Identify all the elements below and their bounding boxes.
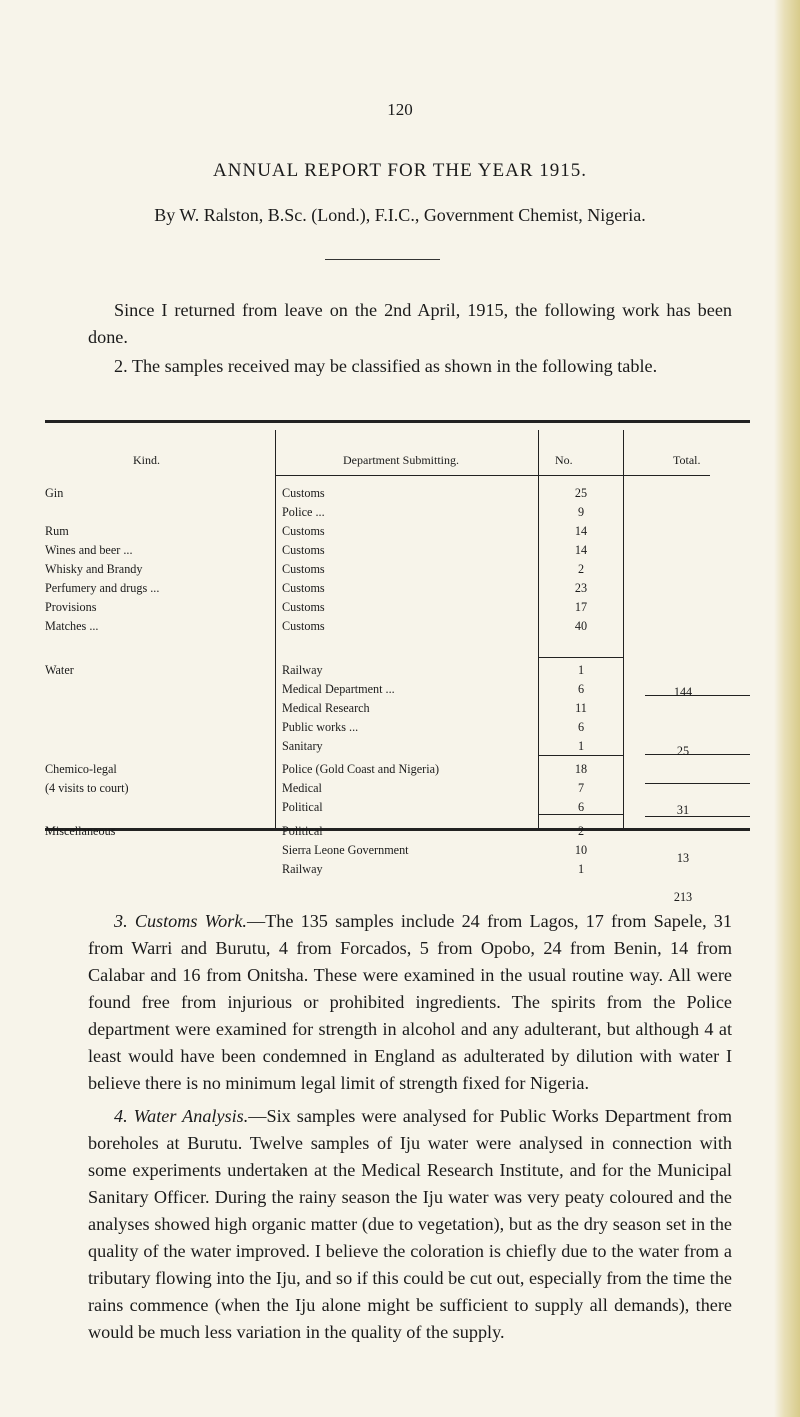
table-cell-department: Sanitary [282,739,323,753]
table-cell-department: Railway [282,862,323,876]
table-cell-number: 2 [577,562,585,576]
table-cell-department: Customs [282,524,325,538]
table-cell-number: 40 [574,619,588,633]
customs-heading: 3. Customs Work. [114,911,247,931]
table-cell-department: Medical [282,781,322,795]
table-cell-number: 14 [574,524,588,538]
header-kind: Kind. [133,453,160,467]
table-cell-kind: Matches ... [45,619,99,633]
col-divider-3 [623,430,624,828]
col-divider-2 [538,430,539,828]
table-cell-number: 25 [574,486,588,500]
table-cell-number: 11 [575,701,587,715]
table-cell-number: 14 [574,543,588,557]
paragraph-water-analysis [88,1103,732,1346]
table-cell-number: 6 [577,682,585,696]
paragraph-2 [88,353,732,380]
total-cell: 31 [676,803,690,817]
table-cell-department: Medical Research [282,701,370,715]
header-no: No. [555,453,573,467]
table-cell-kind: Provisions [45,600,97,614]
paragraph-intro [88,297,732,351]
header-total: Total. [673,453,701,467]
header-department: Department Submitting. [343,453,459,467]
table-top-rule [45,420,750,423]
table-cell-kind: Perfumery and drugs ... [45,581,160,595]
subtotal-rule-2 [538,755,623,756]
title-divider [325,259,440,260]
table-cell-department: Sierra Leone Government [282,843,409,857]
table-cell-department: Public works ... [282,720,359,734]
customs-body: —The 135 samples include 24 from Lagos, 17 from Sapele, 31 from Warri and Burutu, 4 from Forcados, 5 from Opobo, 24 from Benin, 14 from Calabar and 16 from Onitsha. These were examined in the usual routine way. All were found free from injurious or prohibited ingredients. The spirits from the Police department were examined for strength in alcohol and any adulterant, but although 4 at least would have been condemned in England as adulterated by dilution with water I believe there is no minimum legal limit of strength fixed for Nigeria. [88,911,732,1093]
table-cell-kind: Whisky and Brandy [45,562,143,576]
table-cell-kind: Miscellaneous [45,824,116,838]
table-cell-number: 6 [577,800,585,814]
table-cell-department: Medical Department ... [282,682,395,696]
table-bottom-rule [45,828,750,831]
table-cell-department: Customs [282,581,325,595]
total-cell: 144 [673,685,693,699]
table-cell-kind: Wines and beer ... [45,543,133,557]
col-divider-1 [275,430,276,828]
table-cell-kind: (4 visits to court) [45,781,129,795]
table-cell-number: 2 [577,824,585,838]
table-cell-number: 18 [574,762,588,776]
paragraph-2-text: 2. The samples received may be classified as shown in the following table. [114,356,658,376]
grand-total-cell: 213 [673,890,693,904]
paragraph-customs-work [88,908,732,1097]
table-cell-number: 1 [577,862,585,876]
table-cell-kind: Gin [45,486,64,500]
table-cell-number: 23 [574,581,588,595]
table-cell-department: Customs [282,486,325,500]
table-cell-number: 17 [574,600,588,614]
table-cell-department: Political [282,800,323,814]
table-cell-kind: Rum [45,524,69,538]
table-cell-kind: Water [45,663,74,677]
water-body: —Six samples were analysed for Public Works Department from boreholes at Burutu. Twelve samples of Iju water were analysed in connection with some experiments undertaken at the Medical Research Institute, and for the Municipal Sanitary Officer. During the rainy season the Iju water was very peaty coloured and the analyses showed high organic matter (due to vegetation), but as the dry season set in the quality of the water improved. I believe the coloration is chiefly due to the water from a tributary flowing into the Iju, and so if this could be cut out, especially from the time the rains commence (when the Iju alone might be sufficient to supply all demands), there would be much less variation in the quality of the supply. [88,1106,732,1342]
total-cell: 25 [676,744,690,758]
table-cell-department: Customs [282,562,325,576]
table-cell-kind: Chemico-legal [45,762,117,776]
table-cell-number: 6 [577,720,585,734]
report-title: ANNUAL REPORT FOR THE YEAR 1915. [213,160,587,181]
table-cell-department: Political [282,824,323,838]
table-cell-number: 1 [577,663,585,677]
table-cell-department: Police ... [282,505,325,519]
samples-table [45,420,750,904]
page-number: 120 [387,100,413,119]
table-cell-department: Customs [282,619,325,633]
table-cell-number: 1 [577,739,585,753]
table-cell-department: Railway [282,663,323,677]
table-cell-department: Customs [282,600,325,614]
subtotal-rule-1 [538,657,623,658]
table-cell-department: Customs [282,543,325,557]
author-byline: By W. Ralston, B.Sc. (Lond.), F.I.C., Government Chemist, Nigeria. [154,205,646,225]
total-rule-3 [645,783,750,784]
table-cell-number: 9 [577,505,585,519]
water-heading: 4. Water Analysis. [114,1106,249,1126]
table-cell-department: Police (Gold Coast and Nigeria) [282,762,440,776]
table-cell-number: 10 [574,843,588,857]
paragraph-intro-text: Since I returned from leave on the 2nd April, 1915, the following work has been done. [88,300,732,347]
total-cell: 13 [676,851,690,865]
header-rule [275,475,710,476]
table-cell-number: 7 [577,781,585,795]
